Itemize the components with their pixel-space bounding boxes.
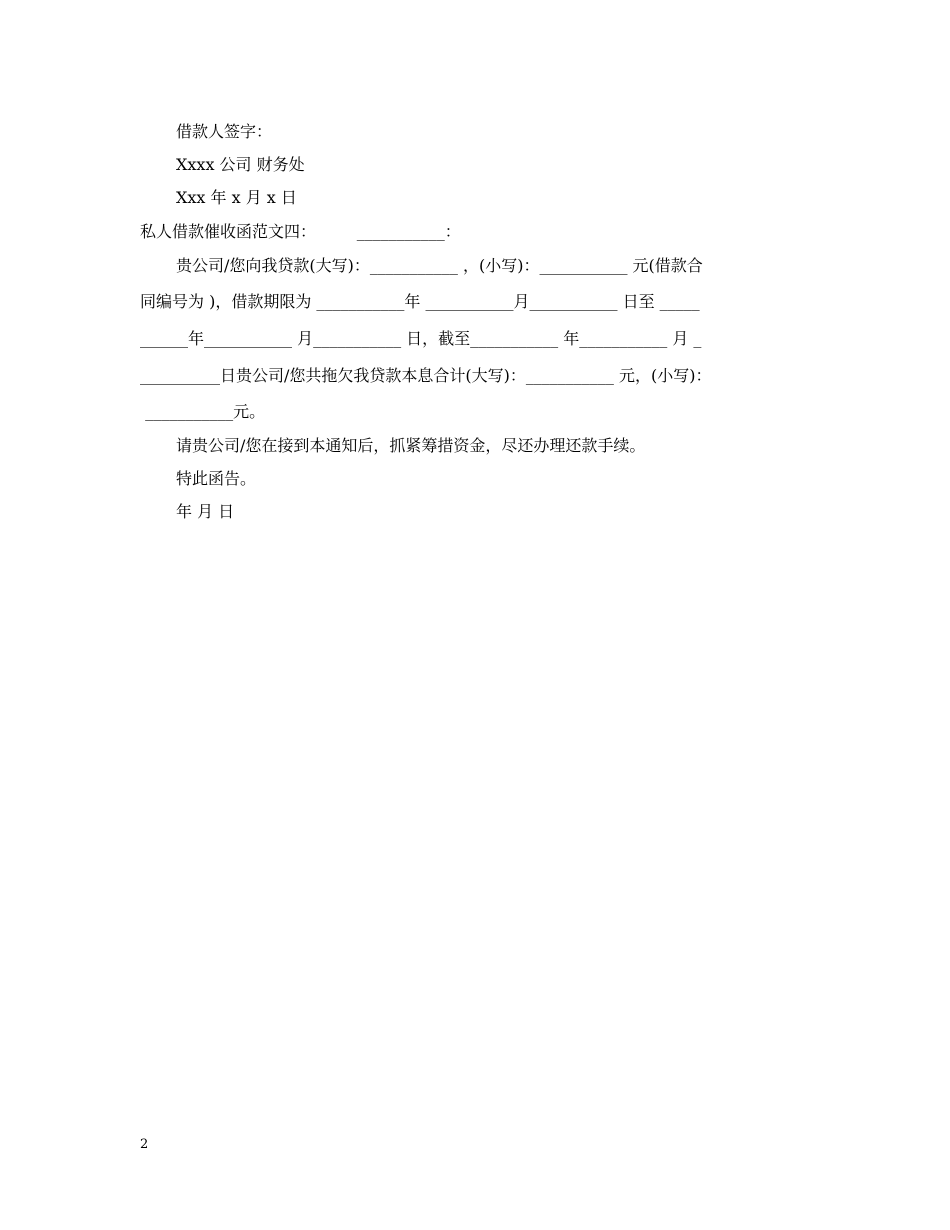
letter-heading-line: 私人借款催收函范文四： ___________： <box>140 222 461 241</box>
page-number: 2 <box>140 1137 149 1152</box>
request-paragraph: 请贵公司/您在接到本通知后，抓紧筹措资金，尽还办理还款手续。 <box>176 436 646 455</box>
date-line: Xxx 年 x 月 x 日 <box>176 188 297 207</box>
closing-line: 特此函告。 <box>176 469 257 488</box>
body-paragraph-line-1: 贵公司/您向我贷款(大写)：___________ ，(小写)：___________ 元(借款合 <box>176 256 703 275</box>
body-paragraph-line-5: ___________元。 <box>140 402 266 421</box>
body-paragraph-line-3: ______年___________ 月___________ 日，截至___________ 年___________ 月 _ <box>140 329 702 348</box>
body-paragraph-line-2: 同编号为 )，借款期限为 ___________年 ___________月___________ 日至 _____ <box>140 292 700 311</box>
closing-date-line: 年 月 日 <box>176 502 235 521</box>
body-paragraph-line-4: __________日贵公司/您共拖欠我贷款本息合计(大写)：___________ 元，(小写)： <box>140 366 712 385</box>
borrower-signature-label: 借款人签字： <box>176 122 273 141</box>
company-department-line: Xxxx 公司 财务处 <box>176 155 305 174</box>
